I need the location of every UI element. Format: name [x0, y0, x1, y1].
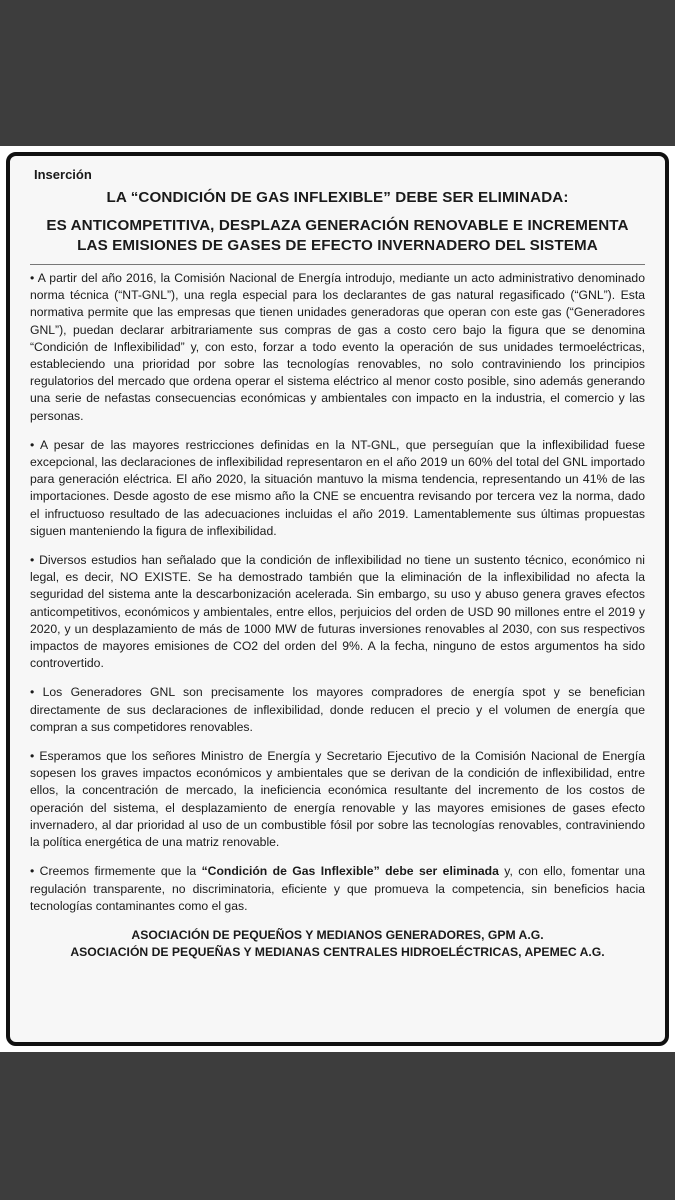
insertion-label: Inserción	[34, 167, 92, 182]
subheadline: ES ANTICOMPETITIVA, DESPLAZA GENERACIÓN RENOVABLE E INCREMENTA LAS EMISIONES DE GASES DE EFECTO INVERNADERO DEL SISTEMA	[46, 217, 629, 254]
closing-text-end: y, con ello, fomentar una regulación transparente, no discriminatoria, eficiente y que promueva la competencia, sin beneficios hacia tecnologías contaminantes como el gas.	[30, 864, 645, 913]
signature-block	[30, 927, 645, 961]
article-body	[30, 270, 645, 915]
newspaper-clipping	[0, 146, 675, 1052]
paragraph: • Diversos estudios han señalado que la condición de inflexibilidad no tiene un sustento técnico, económico ni legal, es decir, NO EXISTE. Se ha demostrado también que la eliminación de la inflexibilidad no afecta la seguridad del sistema ante la descarbonización acelerada. Sin embargo, su uso y abuso genera graves efectos anticompetitivos, económicos y ambientales, entre ellos, perjuicios del orden de USD 90 millones entre el 2019 y 2020, y un desplazamiento de más de 1000 MW de futuras inversiones renovables al 2030, con sus respectivos impactos de mayores emisiones de CO2 del orden del 9%. A la fecha, ninguno de estos argumentos ha sido controvertido.	[30, 553, 645, 671]
headline: LA “CONDICIÓN DE GAS INFLEXIBLE” DEBE SER ELIMINADA:	[106, 189, 569, 206]
paragraph: • A partir del año 2016, la Comisión Nacional de Energía introdujo, mediante un acto administrativo denominado norma técnica (“NT-GNL”), una regla especial para los declarantes de gas natural regasificado (“GNL”). Esta normativa permite que las empresas que tienen unidades generadoras que operan con este gas (“Generadores GNL”), puedan declarar arbitrariamente sus compras de gas a costo cero bajo la figura que se denomina “Condición de Inflexibilidad” y, con esto, forzar a todo evento la operación de sus unidades termoeléctricas, estableciendo una prioridad por sobre las tecnologías renovables, no solo contraviniendo los principios regulatorios del mercado que ordena operar el sistema eléctrico al menor costo posible, sino además generando una serie de nefastas consecuencias económicas y ambientales con impacto en la industria, el comercio y las personas.	[30, 271, 645, 423]
insertion-frame	[6, 152, 669, 1046]
closing-emphasis: “Condición de Gas Inflexible” debe ser eliminada	[201, 864, 499, 879]
paragraph-closing	[30, 863, 645, 915]
signature-gpm: ASOCIACIÓN DE PEQUEÑOS Y MEDIANOS GENERADORES, GPM A.G.	[131, 927, 544, 942]
divider	[30, 264, 645, 265]
paragraph: • Los Generadores GNL son precisamente los mayores compradores de energía spot y se benefician directamente de sus declaraciones de inflexibilidad, donde reducen el precio y el volumen de energía que compran a sus competidores renovables.	[30, 685, 645, 734]
signature-apemec: ASOCIACIÓN DE PEQUEÑAS Y MEDIANAS CENTRALES HIDROELÉCTRICAS, APEMEC A.G.	[70, 944, 605, 959]
paragraph: • Esperamos que los señores Ministro de Energía y Secretario Ejecutivo de la Comisión Nacional de Energía sopesen los graves impactos económicos y ambientales que se derivan de la condición de inflexibilidad, entre ellos, la concentración de mercado, la ineficiencia económica resultante del incremento de los costos de operación del sistema, el desplazamiento de energía renovable y las mayores emisiones de gases efecto invernadero, al dar prioridad al uso de un combustible fósil por sobre las tecnologías renovables, contraviniendo la política energética de una matriz renovable.	[30, 749, 645, 850]
paragraph: • A pesar de las mayores restricciones definidas en la NT-GNL, que perseguían que la inflexibilidad fuese excepcional, las declaraciones de inflexibilidad representaron en el año 2019 un 60% del total del GNL importado para generación eléctrica. El año 2020, la situación mantuvo la misma tendencia, representando un 41% de las importaciones. Desde agosto de ese mismo año la CNE se encuentra revisando por tercera vez la norma, dado el infructuoso resultado de las adecuaciones incluidas el año 2019. Lamentablemente sus últimas propuestas siguen manteniendo la figura de inflexibilidad.	[30, 437, 645, 538]
closing-text-start: • Creemos firmemente que la	[30, 864, 202, 879]
